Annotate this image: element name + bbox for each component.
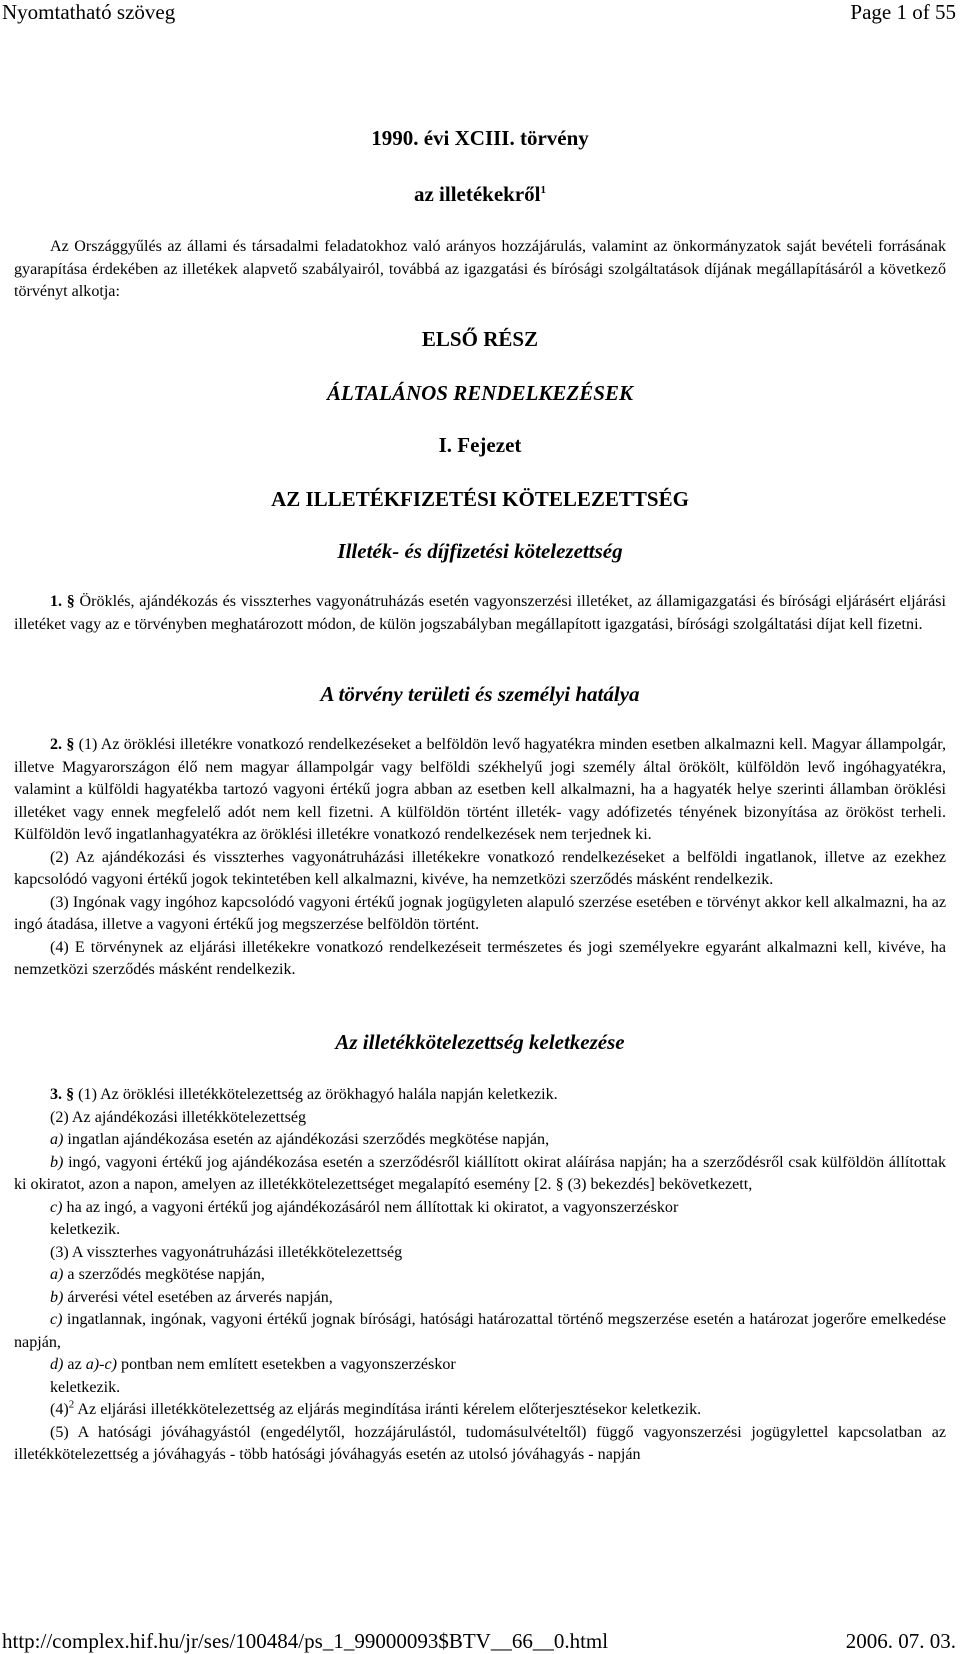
print-date: 2006. 07. 03. xyxy=(845,1629,956,1653)
section-3-item-vc xyxy=(14,1309,946,1354)
section-heading-3: Az illetékkötelezettség keletkezése xyxy=(335,1030,625,1054)
print-header xyxy=(0,0,960,26)
preamble-text: Az Országgyűlés az állami és társadalmi feladatokhoz való arányos hozzájárulás, valamint az önkormányzatok saját bevételi forrásának gyarapítása érdekében az illetékek alapvető szabályairól, továbbá az igazgatási és bírósági szolgáltatások díjának megállapításáról a következő törvényt alkotja: xyxy=(14,238,946,300)
page-indicator: Page 1 of 55 xyxy=(850,0,956,24)
item-label: b) xyxy=(50,1153,64,1171)
footnote-ref-1[interactable]: 1 xyxy=(540,184,547,196)
item-label: a) xyxy=(50,1266,64,1283)
item-label: c) xyxy=(50,1311,63,1328)
item-reference: a)-c) xyxy=(85,1356,118,1373)
chapter-heading: I. Fejezet xyxy=(438,433,522,457)
law-title: 1990. évi XCIII. törvény xyxy=(371,126,589,150)
section-heading-2: A törvény területi és személyi hatálya xyxy=(320,682,640,706)
section-1-number: 1. § xyxy=(50,593,75,610)
item-text: a szerződés megkötése napján, xyxy=(63,1266,265,1283)
section-3-item-a xyxy=(14,1129,946,1152)
item-text: ingatlannak, ingónak, vagyoni értékű jognak bírósági, hatósági határozattal történő megszerzése esetén a határozat jogerőre emelkedése napján, xyxy=(14,1311,946,1351)
section-3-paragraph-3: (3) A visszterhes vagyonátruházási illetékkötelezettség xyxy=(50,1243,403,1261)
section-heading-1: Illeték- és díjfizetési kötelezettség xyxy=(337,539,623,563)
section-3-paragraph-5: (5) A hatósági jóváhagyástól (engedélytől, hozzájárulástól, tudomásulvételtől) függő vagyonszerzési jogügylettel kapcsolatban az illetékkötelezettség a jóváhagyás - több hatósági jóváhagyás esetén az utolsó jóváhagyás - napján xyxy=(14,1423,946,1463)
section-2-paragraph-2: (2) Az ajándékozási és visszterhes vagyonátruházási illetékekre vonatkozó rendelkezéseket a belföldi ingatlanok, illetve az ezekhez kapcsolódó vagyoni értékű jogok tekintetében kell alkalmazni, kivéve, ha nemzetközi szerződés másként rendelkezik. xyxy=(14,848,946,888)
law-subtitle-text: az illetékekről xyxy=(413,182,541,206)
item-label: c) xyxy=(50,1198,63,1216)
footnote-ref-2[interactable]: 2 xyxy=(68,1398,75,1411)
section-2-paragraph-1 xyxy=(14,734,946,847)
section-3-paragraph-2: (2) Az ajándékozási illetékkötelezettség xyxy=(50,1108,307,1126)
item-text: ha az ingó, a vagyoni értékű jog ajándékozásáról nem állítottak ki okiratot, a vagyonszerzéskor xyxy=(62,1198,679,1216)
section-1-text: Öröklés, ajándékozás és visszterhes vagyonátruházás esetén vagyonszerzési illetéket, az államigazgatási és bírósági eljárásért eljárási illetéket vagy az e törvényben meghatározott módon, de külön jogszabályban megállapított igazgatási, bírósági szolgáltatási díjat kell fizetni. xyxy=(14,593,946,633)
section-1-paragraph xyxy=(14,591,946,636)
section-2-text-1: (1) Az öröklési illetékre vonatkozó rendelkezéseket a belföldön levő hagyatékra minden esetben alkalmazni kell. Magyar állampolgár, illetve Magyarországon élő nem magyar állampolgár vagy belföldi székhelyű jogi személy által örökölt, külföldön levő ingóhagyatékra, valamint a külföldi hagyatékba tartozó vagyoni értékű jogra abban az esetben kell alkalmazni, ha a hagyaték helye szerinti államban öröklési illetéket vagy ennek megfelelő adót nem kell fizetni. A külföldön történt illeték- vagy adófizetés tényének bizonyítása az örököst terheli. Külföldön levő ingatlanhagyatékra az öröklési illetékre vonatkozó rendelkezések nem terjednek ki. xyxy=(14,736,946,843)
section-3-item-vd xyxy=(14,1354,946,1377)
paragraph-text: Az eljárási illetékkötelezettség az eljárás megindítása iránti kérelem előterjesztésekor keletkezik. xyxy=(74,1401,702,1418)
section-3-text-1: (1) Az öröklési illetékkötelezettség az örökhagyó halála napján keletkezik. xyxy=(74,1086,558,1103)
item-text: ingatlan ajándékozása esetén az ajándékozási szerződés megkötése napján, xyxy=(63,1131,550,1148)
section-2-number: 2. § xyxy=(50,736,75,753)
paragraph-number: (4) xyxy=(50,1401,69,1418)
item-text: az xyxy=(63,1356,86,1373)
item-text: ingó, vagyoni értékű jog ajándékozása esetén a szerződésről kiállított okirat aláírása napján; ha a szerződésről csak külföldön állítottak ki okiratot, azon a napon, amelyen az illetékkötelezettséget megalapító esemény [2. § (3) bekezdés] bekövetkezett, xyxy=(14,1153,946,1193)
section-2-paragraph-3: (3) Ingónak vagy ingóhoz kapcsolódó vagyoni értékű jognak jogügyleten alapuló szerzése esetében e törvényt akkor kell alkalmazni, ha az ingó átadása, illetve a vagyoni értékű jog megszerzése belföldön történt. xyxy=(14,893,946,933)
item-text: árverési vétel esetében az árverés napján, xyxy=(63,1288,333,1306)
chapter-title: AZ ILLETÉKFIZETÉSI KÖTELEZETTSÉG xyxy=(271,487,689,511)
section-3-item-vd-end: keletkezik. xyxy=(50,1378,121,1396)
section-3-item-c-end: keletkezik. xyxy=(50,1221,121,1238)
section-3-number: 3. § xyxy=(50,1086,75,1103)
print-header-title: Nyomtatható szöveg xyxy=(2,0,176,24)
section-3 xyxy=(14,1084,946,1467)
section-3-item-va xyxy=(14,1264,946,1287)
item-label: a) xyxy=(50,1131,64,1148)
section-3-item-vb xyxy=(14,1287,946,1310)
law-subtitle xyxy=(0,182,960,207)
item-label: d) xyxy=(50,1356,64,1373)
print-footer xyxy=(0,1629,960,1654)
section-3-paragraph-4 xyxy=(14,1399,946,1422)
part-heading: ELSŐ RÉSZ xyxy=(421,327,539,351)
section-1 xyxy=(14,591,946,636)
item-label: b) xyxy=(50,1288,64,1306)
item-text: pontban nem említett esetekben a vagyonszerzéskor xyxy=(117,1356,456,1373)
section-2 xyxy=(14,734,946,982)
part-title: ÁLTALÁNOS RENDELKEZÉSEK xyxy=(327,381,633,405)
section-3-item-c xyxy=(14,1197,946,1220)
section-3-paragraph-1 xyxy=(14,1084,946,1107)
source-url[interactable]: http://complex.hif.hu/jr/ses/100484/ps_1_99000093$BTV__66__0.html xyxy=(2,1629,609,1653)
section-2-paragraph-4: (4) E törvénynek az eljárási illetékekre vonatkozó rendelkezéseit természetes és jogi személyekre egyaránt alkalmazni kell, kivéve, ha nemzetközi szerződés másként rendelkezik. xyxy=(14,938,946,978)
section-3-item-b xyxy=(14,1152,946,1197)
preamble xyxy=(14,236,946,304)
